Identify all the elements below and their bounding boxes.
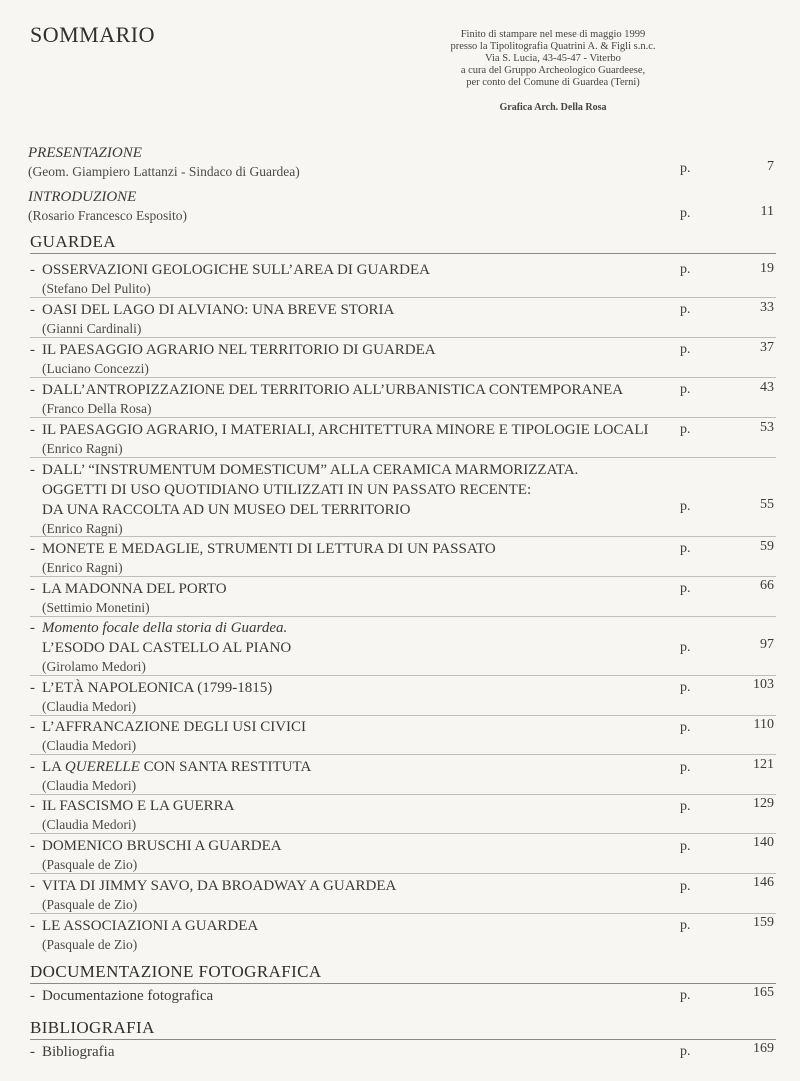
page-prefix: p. <box>680 499 691 514</box>
dash-marker: - <box>30 541 35 557</box>
page-prefix: p. <box>680 262 691 277</box>
page-prefix: p. <box>680 342 691 357</box>
dash-marker: - <box>30 620 35 636</box>
toc-entry-introduzione[interactable] <box>28 187 788 224</box>
toc-entry[interactable] <box>28 876 788 913</box>
toc-entry[interactable] <box>28 420 788 457</box>
entry-author: (Luciano Concezzi) <box>42 361 149 376</box>
entry-author: (Claudia Medori) <box>42 778 137 793</box>
section-divider <box>30 253 776 254</box>
dash-marker: - <box>30 798 35 814</box>
entry-author: (Pasquale de Zio) <box>42 857 138 872</box>
toc-entry[interactable] <box>28 539 788 576</box>
page-prefix: p. <box>680 640 691 655</box>
toc-entry[interactable] <box>28 579 788 616</box>
page-number: 33 <box>760 300 774 315</box>
toc-entry[interactable] <box>28 380 788 417</box>
toc-entry[interactable] <box>28 678 788 715</box>
colophon-line: Via S. Lucia, 43-45-47 - Viterbo <box>485 53 621 64</box>
row-divider <box>30 457 776 458</box>
page-prefix: p. <box>680 581 691 596</box>
entry-title: MONETE E MEDAGLIE, STRUMENTI DI LETTURA DI UN PASSATO <box>42 541 496 557</box>
page-prefix: p. <box>680 680 691 695</box>
row-divider <box>30 833 776 834</box>
page-number: 19 <box>760 261 774 276</box>
row-divider <box>30 377 776 378</box>
page-number: 121 <box>753 757 774 772</box>
section-divider <box>30 1039 776 1040</box>
dash-marker: - <box>30 382 35 398</box>
row-divider <box>30 616 776 617</box>
entry-title-pre: LA <box>42 759 65 775</box>
page-number: 37 <box>760 340 774 355</box>
toc-entry[interactable] <box>28 717 788 754</box>
page-number: 140 <box>753 835 774 850</box>
page-number: 169 <box>753 1041 774 1056</box>
entry-title: L’ESODO DAL CASTELLO AL PIANO <box>42 640 292 656</box>
entry-author: (Girolamo Medori) <box>42 659 146 674</box>
entry-author: (Franco Della Rosa) <box>42 401 152 416</box>
row-divider <box>30 754 776 755</box>
entry-title: VITA DI JIMMY SAVO, DA BROADWAY A GUARDEA <box>42 878 397 894</box>
page-number: 159 <box>753 915 774 930</box>
entry-title-line: OGGETTI DI USO QUOTIDIANO UTILIZZATI IN UN PASSATO RECENTE: <box>42 482 532 498</box>
dash-marker: - <box>30 680 35 696</box>
page-number: 129 <box>753 796 774 811</box>
dash-marker: - <box>30 462 35 478</box>
entry-title: LA MADONNA DEL PORTO <box>42 581 227 597</box>
colophon-credit: Grafica Arch. Della Rosa <box>499 102 607 113</box>
page-prefix: p. <box>680 382 691 397</box>
toc-entry[interactable] <box>28 1042 788 1062</box>
row-divider <box>30 417 776 418</box>
page-prefix: p. <box>680 918 691 933</box>
toc-entry[interactable] <box>28 796 788 833</box>
toc-entry[interactable] <box>28 460 788 537</box>
dash-marker: - <box>30 878 35 894</box>
page-number: 7 <box>767 159 774 174</box>
row-divider <box>30 794 776 795</box>
entry-title: OASI DEL LAGO DI ALVIANO: UNA BREVE STORIA <box>42 302 395 318</box>
page-prefix: p. <box>680 206 691 221</box>
toc-entry[interactable] <box>28 916 788 953</box>
page-prefix: p. <box>680 1044 691 1059</box>
entry-title <box>28 757 788 777</box>
dash-marker: - <box>30 838 35 854</box>
entry-title: LE ASSOCIAZIONI A GUARDEA <box>42 918 259 934</box>
colophon-line: presso la Tipolitografia Quatrini A. & Figli s.n.c. <box>450 41 656 52</box>
toc-entry[interactable] <box>28 757 788 794</box>
dash-marker: - <box>30 719 35 735</box>
toc-entry[interactable] <box>28 986 788 1006</box>
row-divider <box>30 715 776 716</box>
entry-title: INTRODUZIONE <box>28 189 137 205</box>
entry-author: (Enrico Ragni) <box>42 441 123 456</box>
dash-marker: - <box>30 581 35 597</box>
dash-marker: - <box>30 918 35 934</box>
entry-title: DOMENICO BRUSCHI A GUARDEA <box>42 838 282 854</box>
page-number: 146 <box>753 875 774 890</box>
page-prefix: p. <box>680 879 691 894</box>
entry-title-post: CON SANTA RESTITUTA <box>139 759 312 775</box>
entry-title: PRESENTAZIONE <box>28 145 142 161</box>
toc-entry[interactable] <box>28 340 788 377</box>
page-prefix: p. <box>680 422 691 437</box>
entry-author: (Enrico Ragni) <box>42 560 123 575</box>
page-prefix: p. <box>680 720 691 735</box>
entry-title: DALL’ANTROPIZZAZIONE DEL TERRITORIO ALL’URBANISTICA CONTEMPORANEA <box>42 382 624 398</box>
entry-title: IL PAESAGGIO AGRARIO NEL TERRITORIO DI GUARDEA <box>42 342 436 358</box>
section-divider <box>30 983 776 984</box>
toc-entry-presentazione[interactable] <box>28 143 788 180</box>
entry-title-line: DA UNA RACCOLTA AD UN MUSEO DEL TERRITORIO <box>42 502 411 518</box>
entry-author: (Enrico Ragni) <box>42 521 123 536</box>
entry-title: L’AFFRANCAZIONE DEGLI USI CIVICI <box>42 719 307 735</box>
colophon <box>430 29 676 114</box>
entry-author: (Geom. Giampiero Lattanzi - Sindaco di Guardea) <box>28 164 300 179</box>
toc-entry[interactable] <box>28 260 788 297</box>
section-heading-documentazione: DOCUMENTAZIONE FOTOGRAFICA <box>30 962 322 981</box>
page-number: 110 <box>753 717 774 732</box>
page-number: 11 <box>760 204 774 219</box>
entry-author: (Pasquale de Zio) <box>42 937 138 952</box>
row-divider <box>30 913 776 914</box>
entry-author: (Claudia Medori) <box>42 817 137 832</box>
dash-marker: - <box>30 302 35 318</box>
entry-author: (Rosario Francesco Esposito) <box>28 208 187 223</box>
entry-title: IL FASCISMO E LA GUERRA <box>42 798 235 814</box>
entry-author: (Pasquale de Zio) <box>42 897 138 912</box>
entry-author: (Claudia Medori) <box>42 738 137 753</box>
entry-title: L’ETÀ NAPOLEONICA (1799-1815) <box>42 680 273 696</box>
page-prefix: p. <box>680 161 691 176</box>
entry-author: (Settimio Monetini) <box>42 600 150 615</box>
toc-entry[interactable] <box>28 300 788 337</box>
dash-marker: - <box>30 262 35 278</box>
dash-marker: - <box>30 422 35 438</box>
entry-title: OSSERVAZIONI GEOLOGICHE SULL’AREA DI GUARDEA <box>42 262 430 278</box>
row-divider <box>30 536 776 537</box>
section-heading-guardea: GUARDEA <box>30 232 116 251</box>
entry-subtitle: Momento focale della storia di Guardea. <box>42 620 288 636</box>
entry-author: (Gianni Cardinali) <box>42 321 142 336</box>
page-number: 66 <box>760 578 774 593</box>
dash-marker: - <box>30 342 35 358</box>
page-prefix: p. <box>680 799 691 814</box>
page-number: 43 <box>760 380 774 395</box>
page-number: 165 <box>753 985 774 1000</box>
dash-marker: - <box>30 1044 35 1060</box>
page-prefix: p. <box>680 839 691 854</box>
row-divider <box>30 873 776 874</box>
entry-author: (Stefano Del Pulito) <box>42 281 151 296</box>
page-prefix: p. <box>680 541 691 556</box>
row-divider <box>30 576 776 577</box>
colophon-line: a cura del Gruppo Archeologico Guardeese, <box>460 65 646 76</box>
page-number: 53 <box>760 420 774 435</box>
dash-marker: - <box>30 759 35 775</box>
entry-title-italic: QUERELLE <box>64 759 140 775</box>
page-prefix: p. <box>680 988 691 1003</box>
row-divider <box>30 675 776 676</box>
page-number: 59 <box>760 539 774 554</box>
section-heading-bibliografia: BIBLIOGRAFIA <box>30 1018 155 1037</box>
entry-author: (Claudia Medori) <box>42 699 137 714</box>
toc-entry[interactable] <box>28 618 788 675</box>
entry-title: Documentazione fotografica <box>42 988 214 1004</box>
row-divider <box>30 297 776 298</box>
dash-marker: - <box>30 988 35 1004</box>
entry-title-line: DALL’ “INSTRUMENTUM DOMESTICUM” ALLA CERAMICA MARMORIZZATA. <box>42 462 579 478</box>
page-prefix: p. <box>680 302 691 317</box>
entry-title: IL PAESAGGIO AGRARIO, I MATERIALI, ARCHITETTURA MINORE E TIPOLOGIE LOCALI <box>42 422 649 438</box>
page-number: 55 <box>760 497 774 512</box>
colophon-line: per conto del Comune di Guardea (Terni) <box>466 77 640 88</box>
colophon-line: Finito di stampare nel mese di maggio 1999 <box>460 29 646 40</box>
page-prefix: p. <box>680 760 691 775</box>
page-number: 103 <box>753 677 774 692</box>
row-divider <box>30 337 776 338</box>
toc-entry[interactable] <box>28 836 788 873</box>
page-title: SOMMARIO <box>30 22 156 47</box>
page-number: 97 <box>760 637 774 652</box>
entry-title: Bibliografia <box>42 1044 115 1060</box>
